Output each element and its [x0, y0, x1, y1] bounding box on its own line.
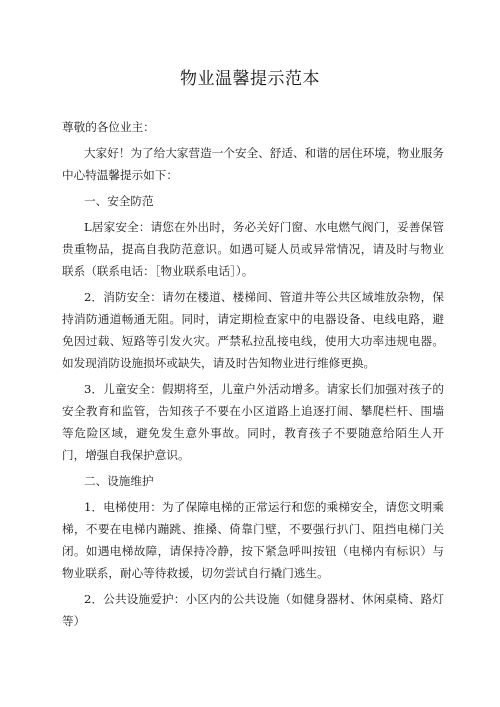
- document-body: [62, 116, 444, 632]
- section-heading-safety: 一、安全防范: [84, 194, 154, 208]
- salutation: 尊敬的各位业主：: [62, 120, 155, 134]
- facility-item-public: 2．公共设施爱护：小区内的公共设施（如健身器材、休闲桌椅、路灯等）: [62, 592, 444, 628]
- safety-item-fire: 2．消防安全：请勿在楼道、楼梯间、管道井等公共区域堆放杂物，保持消防通道畅通无阻。同时，请定期检查家中的电器设备、电线电路，避免因过载、短路等引发火灾。严禁私拉乱接电线，使用大功率违规电器。如发现消防设施损坏或缺失，请及时告知物业进行维修更换。: [62, 290, 444, 370]
- section-heading-facilities: 二、设施维护: [84, 474, 154, 488]
- intro-paragraph: 大家好！为了给大家营造一个安全、舒适、和谐的居住环境，物业服务中心特温馨提示如下：: [62, 146, 444, 182]
- facility-item-elevator: 1．电梯使用：为了保障电梯的正常运行和您的乘梯安全，请您文明乘梯，不要在电梯内蹦跳、推搡、倚靠门壁，不要强行扒门、阻挡电梯门关闭。如遇电梯故障，请保持冷静，按下紧急呼叫按钮（电梯内有标识）与物业联系，耐心等待救援，切勿尝试自行撬门逃生。: [62, 500, 444, 580]
- safety-item-children: 3．儿童安全：假期将至，儿童户外活动增多。请家长们加强对孩子的安全教育和监管，告知孩子不要在小区道路上追逐打闹、攀爬栏杆、围墙等危险区域，避免发生意外事故。同时，教育孩子不要随意给陌生人开门，增强自我保护意识。: [62, 382, 444, 462]
- safety-item-home: L居家安全：请您在外出时，务必关好门窗、水电燃气阀门，妥善保管贵重物品，提高自我防范意识。如遇可疑人员或异常情况，请及时与物业联系（联系电话：［物业联系电话］）。: [62, 220, 444, 278]
- page-title: 物业温馨提示范本: [180, 69, 320, 89]
